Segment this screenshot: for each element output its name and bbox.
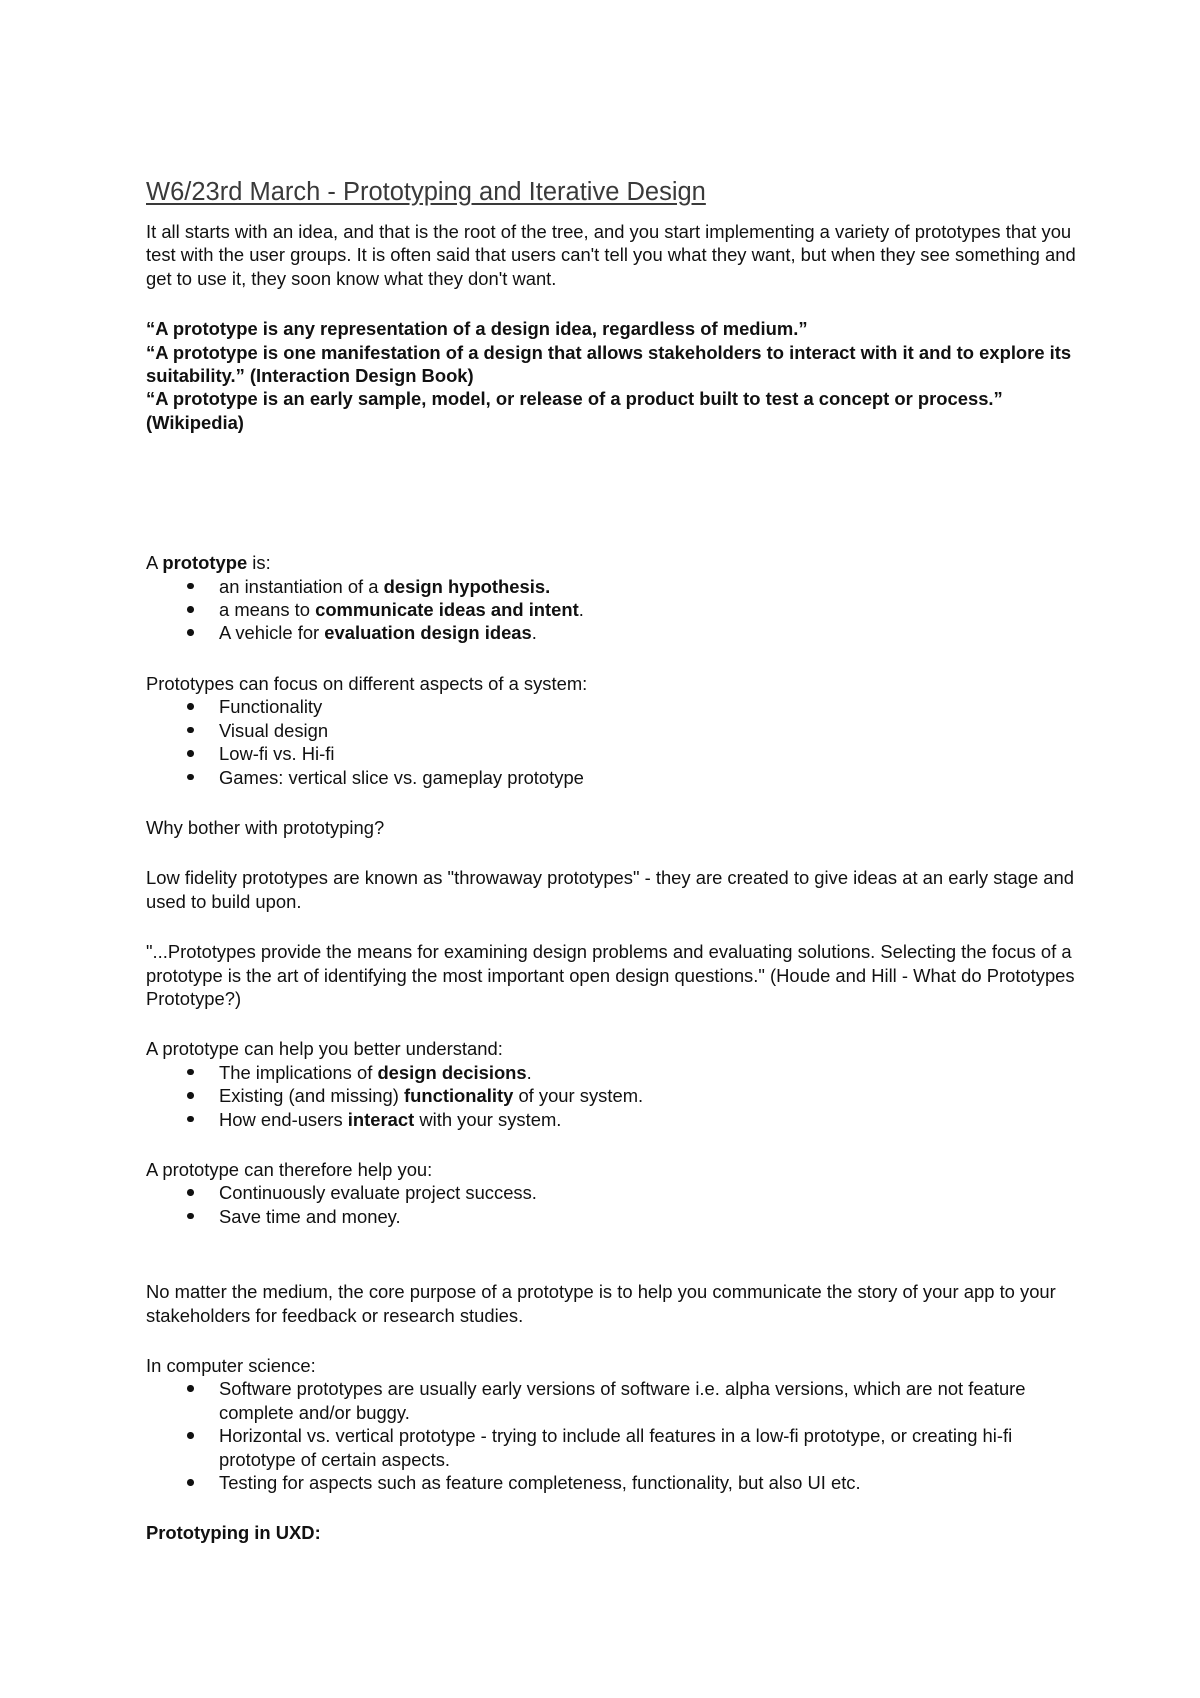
list-item: How end-users interact with your system. [146,1108,1076,1131]
prototype-is-list [146,575,1076,645]
list-item: an instantiation of a design hypothesis. [146,575,1076,598]
houde-quote-paragraph: "...Prototypes provide the means for examining design problems and evaluating solutions. Selecting the focus of a prototype is the art of identifying the most important open design questions." (Houde and Hill - What do Prototypes Prototype?) [146,941,1075,1009]
list-item: Software prototypes are usually early versions of software i.e. alpha versions, which are not feature complete and/or buggy. [146,1377,1076,1424]
list-item: Existing (and missing) functionality of your system. [146,1084,1076,1107]
prototype-is-lead: A prototype is: [146,552,271,574]
low-fidelity-paragraph: Low fidelity prototypes are known as "throwaway prototypes" - they are created to give ideas at an early stage and used to build upon. [146,867,1074,912]
document-content [146,176,1076,1545]
definition-quote-3: “A prototype is an early sample, model, or release of a product built to test a concept or process.” (Wikipedia) [146,388,1003,433]
list-item: Save time and money. [146,1205,1076,1228]
intro-paragraph: It all starts with an idea, and that is the root of the tree, and you start implementing a variety of prototypes that you test with the user groups. It is often said that users can't tell you what they want, but when they see something and get to use it, they soon know what they don't want. [146,221,1076,289]
computer-science-lead: In computer science: [146,1355,316,1376]
why-paragraph: Why bother with prototyping? [146,816,385,838]
list-item: a means to communicate ideas and intent. [146,598,1076,621]
aspects-list [146,695,1076,789]
list-item: The implications of design decisions. [146,1061,1076,1084]
help-you-lead: A prototype can therefore help you: [146,1158,433,1180]
list-item: Horizontal vs. vertical prototype - trying to include all features in a low-fi prototype, or creating hi-fi prototype of certain aspects. [146,1424,1076,1471]
definition-quote-2: “A prototype is one manifestation of a design that allows stakeholders to interact with it and to explore its suitability.” (Interaction Design Book) [146,341,1072,387]
section-heading-prototyping-in-uxd: Prototyping in UXD: [146,1522,321,1544]
core-purpose-paragraph: No matter the medium, the core purpose of a prototype is to help you communicate the story of your app to your stakeholders for feedback or research studies. [146,1281,1056,1326]
list-item: Visual design [146,719,1076,742]
computer-science-list [146,1377,1076,1494]
understand-list [146,1061,1076,1131]
list-item: Low-fi vs. Hi-fi [146,742,1076,765]
list-item: Functionality [146,695,1076,718]
aspects-lead: Prototypes can focus on different aspects of a system: [146,672,588,694]
list-item: A vehicle for evaluation design ideas. [146,621,1076,644]
list-item: Continuously evaluate project success. [146,1181,1076,1204]
help-you-list [146,1181,1076,1228]
list-item: Games: vertical slice vs. gameplay prototype [146,766,1076,789]
list-item: Testing for aspects such as feature completeness, functionality, but also UI etc. [146,1471,1076,1494]
page-title: W6/23rd March - Prototyping and Iterative Design [146,178,706,206]
definition-quote-1: “A prototype is any representation of a design idea, regardless of medium.” [146,318,808,340]
understand-lead: A prototype can help you better understand: [146,1038,503,1060]
